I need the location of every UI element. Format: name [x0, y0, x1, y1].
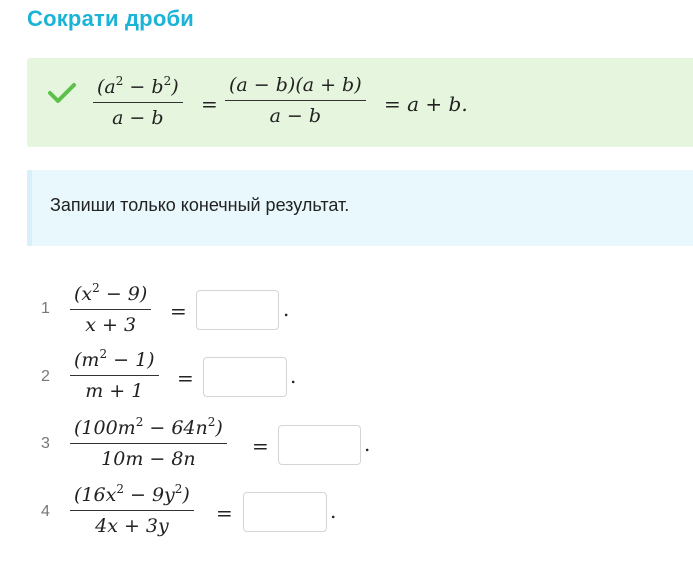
example-mid-fraction [225, 74, 366, 127]
task-2-period: . [290, 364, 297, 388]
page-title: Сократи дроби [27, 6, 194, 31]
task-number-3: 3 [41, 435, 50, 452]
task-3-period: . [364, 432, 371, 456]
task-1-period: . [283, 297, 290, 321]
task-2-fraction [70, 347, 159, 402]
task-3-numerator: $(100m^2 - 64n^2)$ [74, 415, 223, 439]
example-mid-numerator: (a − b)(a + b) [229, 74, 362, 96]
task-2-denominator: m + 1 [85, 380, 144, 403]
example-box [27, 58, 693, 147]
task-3-answer-input[interactable] [278, 425, 361, 465]
task-4-fraction [70, 482, 194, 537]
task-1-numerator: $(x^2 - 9)$ [74, 281, 148, 305]
example-lhs-denominator: a − b [112, 107, 164, 130]
task-number-1: 1 [41, 300, 50, 317]
example-lhs-numerator: $(a^2 - b^2)$ [97, 74, 179, 98]
task-1-denominator: x + 3 [85, 314, 137, 337]
example-equals-1: = [201, 92, 218, 116]
task-2-numerator: $(m^2 - 1)$ [74, 347, 155, 371]
task-1-answer-input[interactable] [196, 290, 279, 330]
task-2-answer-input[interactable] [203, 357, 287, 397]
task-3-denominator: 10m − 8n [101, 448, 196, 471]
task-4-numerator: $(16x^2 - 9y^2)$ [74, 482, 190, 506]
task-1-equals: = [170, 299, 187, 323]
example-lhs-fraction [93, 74, 183, 129]
task-number-2: 2 [41, 368, 50, 385]
task-2-equals: = [177, 366, 194, 390]
check-icon [47, 82, 77, 104]
task-4-denominator: 4x + 3y [95, 515, 169, 538]
example-mid-denominator: a − b [269, 105, 322, 128]
task-4-answer-input[interactable] [243, 492, 327, 532]
instruction-box [27, 170, 693, 246]
example-result: = a + b. [384, 92, 468, 116]
task-4-period: . [330, 499, 337, 523]
task-3-equals: = [252, 434, 269, 458]
task-3-fraction [70, 415, 227, 470]
task-1-fraction [70, 281, 151, 336]
task-number-4: 4 [41, 503, 50, 520]
task-4-equals: = [216, 501, 233, 525]
instruction-text: Запиши только конечный результат. [50, 195, 350, 215]
